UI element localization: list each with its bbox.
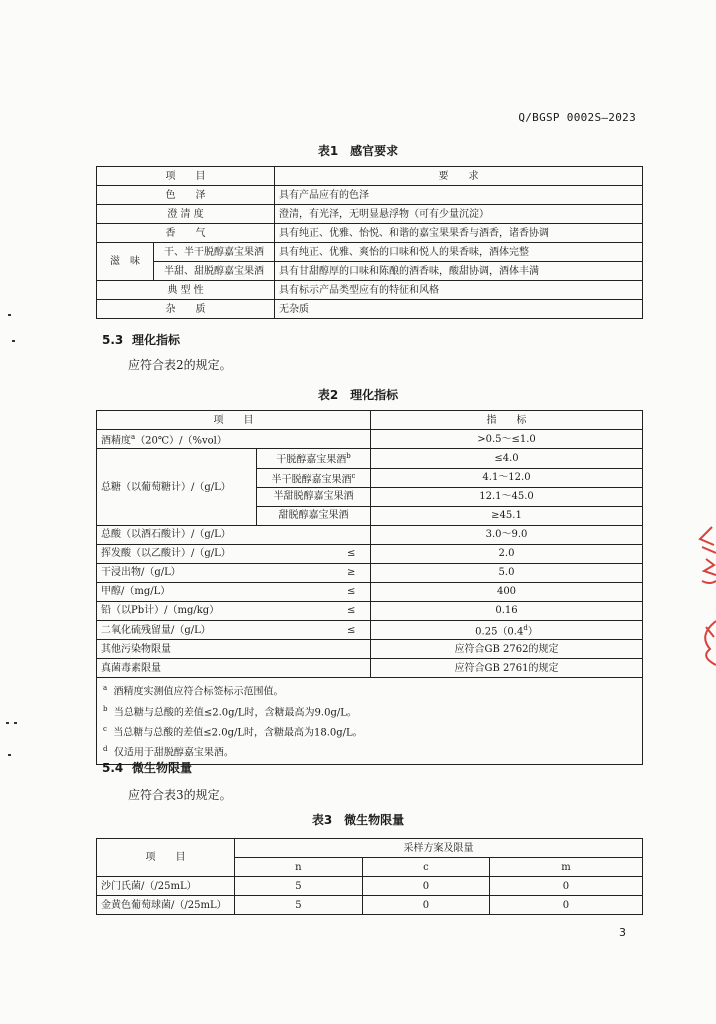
table-row — [97, 896, 643, 915]
row-value: 具有纯正、优雅、怡悦、和谐的嘉宝果果香与酒香，诸香协调 — [275, 224, 643, 243]
row-value: ≥45.1 — [371, 506, 643, 525]
row-value-c: 0 — [362, 896, 489, 915]
note-text: 当总糖与总酸的差值≤2.0g/L时，含糖最高为18.0g/L。 — [113, 727, 363, 739]
section-heading-5-3 — [102, 331, 180, 348]
scan-speck — [8, 314, 11, 316]
comparison-operator: ≤ — [347, 586, 356, 598]
table-header-row — [97, 839, 643, 858]
table-row — [97, 430, 643, 449]
footnote-mark: a — [103, 684, 108, 693]
row-label: 沙门氏菌/（/25mL） — [97, 877, 235, 896]
row-label — [97, 601, 371, 620]
comparison-operator: ≤ — [347, 548, 356, 560]
row-value-n: 5 — [235, 896, 363, 915]
row-label: 半甜脱醇嘉宝果酒 — [257, 487, 371, 506]
col-header-item: 项 目 — [97, 167, 275, 186]
row-group-label: 总糖（以葡萄糖计）/（g/L） — [97, 449, 257, 526]
col-header-c: c — [362, 858, 489, 877]
comparison-operator: ≤ — [347, 624, 356, 636]
footnote-mark: d — [103, 745, 108, 754]
microbial-table — [96, 838, 643, 915]
row-label: 半甜、甜脱醇嘉宝果酒 — [154, 262, 275, 281]
label-text: 挥发酸（以乙酸计）/（g/L） — [101, 548, 231, 560]
section-heading-5-4 — [102, 759, 192, 776]
table1-caption: 表1 感官要求 — [317, 144, 399, 158]
row-label — [97, 544, 371, 563]
row-label: 真菌毒素限量 — [97, 659, 371, 678]
row-value-n: 5 — [235, 877, 363, 896]
footnote-mark: c — [103, 724, 107, 733]
section-title: 微生物限量 — [132, 761, 193, 775]
table-row — [97, 525, 643, 544]
col-header-sampling-plan: 采样方案及限量 — [235, 839, 643, 858]
sensory-table — [96, 166, 643, 319]
row-label — [257, 449, 371, 468]
section-number: 5.3 — [102, 333, 124, 347]
row-label: 金黄色葡萄球菌/（/25mL） — [97, 896, 235, 915]
label-text: 干浸出物/（g/L） — [101, 567, 181, 579]
label-text: 半干脱醇嘉宝果酒 — [271, 473, 352, 485]
table-notes-row — [97, 678, 643, 764]
table-note — [103, 721, 638, 741]
label-text: 二氧化硫残留量/（g/L） — [101, 624, 211, 636]
row-value: 5.0 — [371, 563, 643, 582]
scan-speck — [14, 722, 17, 724]
footnote-mark: b — [103, 704, 108, 713]
footnote-mark: d — [523, 623, 528, 632]
row-label: 干、半干脱醇嘉宝果酒 — [154, 243, 275, 262]
label-text: 酒精度 — [101, 435, 131, 447]
row-value: 澄清，有光泽，无明显悬浮物（可有少量沉淀） — [275, 205, 643, 224]
table-row — [97, 300, 643, 319]
col-header-item: 项 目 — [97, 411, 371, 430]
row-label — [257, 468, 371, 487]
row-label: 香 气 — [97, 224, 275, 243]
col-header-requirement: 要 求 — [275, 167, 643, 186]
table-row — [97, 262, 643, 281]
col-header-n: n — [235, 858, 363, 877]
section-paragraph: 应符合表3的规定。 — [128, 788, 232, 802]
row-value: 具有甘甜醇厚的口味和陈酿的酒香味，酸甜协调，酒体丰满 — [275, 262, 643, 281]
note-text: 当总糖与总酸的差值≤2.0g/L时，含糖最高为9.0g/L。 — [113, 706, 357, 718]
table-row — [97, 186, 643, 205]
row-value: ≤4.0 — [371, 449, 643, 468]
row-value: 具有纯正、优雅、爽怡的口味和悦人的果香味，酒体完整 — [275, 243, 643, 262]
table-note — [103, 680, 638, 700]
table-row — [97, 601, 643, 620]
row-value: 400 — [371, 582, 643, 601]
row-value: 应符合GB 2761的规定 — [371, 659, 643, 678]
label-unit: （20℃）/（%vol） — [135, 435, 227, 447]
row-label — [97, 620, 371, 639]
value-tail: ） — [527, 626, 538, 638]
value-text: 0.25（0.4 — [475, 626, 524, 638]
section-title: 理化指标 — [132, 333, 181, 347]
table-row — [97, 281, 643, 300]
red-seal-stamp — [692, 525, 716, 675]
col-header-item: 项 目 — [97, 839, 235, 877]
footnote-mark: a — [131, 433, 136, 441]
note-text: 酒精度实测值应符合标签标示范围值。 — [113, 686, 284, 698]
row-label: 典 型 性 — [97, 281, 275, 300]
physicochemical-table — [96, 410, 643, 765]
row-value — [371, 620, 643, 639]
footnote-mark: c — [351, 471, 356, 480]
footnote-mark: b — [346, 452, 351, 461]
table-row — [97, 224, 643, 243]
table-row — [97, 544, 643, 563]
section-paragraph: 应符合表2的规定。 — [128, 358, 232, 372]
row-value: 应符合GB 2762的规定 — [371, 640, 643, 659]
scan-speck — [8, 754, 11, 756]
note-text: 仅适用于甜脱醇嘉宝果酒。 — [113, 747, 234, 759]
comparison-operator: ≥ — [347, 567, 356, 579]
table-row — [97, 659, 643, 678]
row-value: 4.1～12.0 — [371, 468, 643, 487]
row-label: 其他污染物限量 — [97, 640, 371, 659]
label-text: 铅（以Pb计）/（mg/kg） — [101, 605, 220, 617]
row-value: 具有标示产品类型应有的特征和风格 — [275, 281, 643, 300]
row-value-c: 0 — [362, 877, 489, 896]
table-row — [97, 640, 643, 659]
col-header-index: 指 标 — [371, 411, 643, 430]
row-label: 甜脱醇嘉宝果酒 — [257, 506, 371, 525]
row-label: 杂 质 — [97, 300, 275, 319]
table-header-row — [97, 167, 643, 186]
row-value: 2.0 — [371, 544, 643, 563]
table-row — [97, 243, 643, 262]
table3-caption: 表3 微生物限量 — [311, 813, 405, 827]
row-value: 3.0～9.0 — [371, 525, 643, 544]
row-label: 色 泽 — [97, 186, 275, 205]
label-text: 甲醇/（mg/L） — [101, 586, 171, 598]
scan-speck — [12, 340, 15, 342]
row-value: 12.1～45.0 — [371, 487, 643, 506]
label-text: 干脱醇嘉宝果酒 — [276, 454, 347, 466]
table-note — [103, 701, 638, 721]
row-value-m: 0 — [489, 877, 642, 896]
row-label — [97, 430, 371, 449]
table-row — [97, 449, 643, 468]
table-row — [97, 877, 643, 896]
row-value: 具有产品应有的色泽 — [275, 186, 643, 205]
table-row — [97, 563, 643, 582]
row-value: 0.16 — [371, 601, 643, 620]
table-row — [97, 620, 643, 639]
row-value: >0.5～≤1.0 — [371, 430, 643, 449]
row-value-m: 0 — [489, 896, 642, 915]
table-row — [97, 582, 643, 601]
comparison-operator: ≤ — [347, 605, 356, 617]
document-code: Q/BGSP 0002S—2023 — [518, 111, 636, 124]
row-label: 总酸（以酒石酸计）/（g/L） — [97, 525, 371, 544]
row-label — [97, 563, 371, 582]
table-notes — [97, 678, 643, 764]
table-header-row — [97, 411, 643, 430]
col-header-m: m — [489, 858, 642, 877]
row-value: 无杂质 — [275, 300, 643, 319]
table-row — [97, 205, 643, 224]
row-label — [97, 582, 371, 601]
row-group-label: 滋 味 — [97, 243, 154, 281]
row-label: 澄 清 度 — [97, 205, 275, 224]
scan-speck — [6, 722, 9, 724]
page-number: 3 — [619, 926, 626, 939]
table2-caption: 表2 理化指标 — [317, 388, 399, 402]
section-number: 5.4 — [102, 761, 124, 775]
